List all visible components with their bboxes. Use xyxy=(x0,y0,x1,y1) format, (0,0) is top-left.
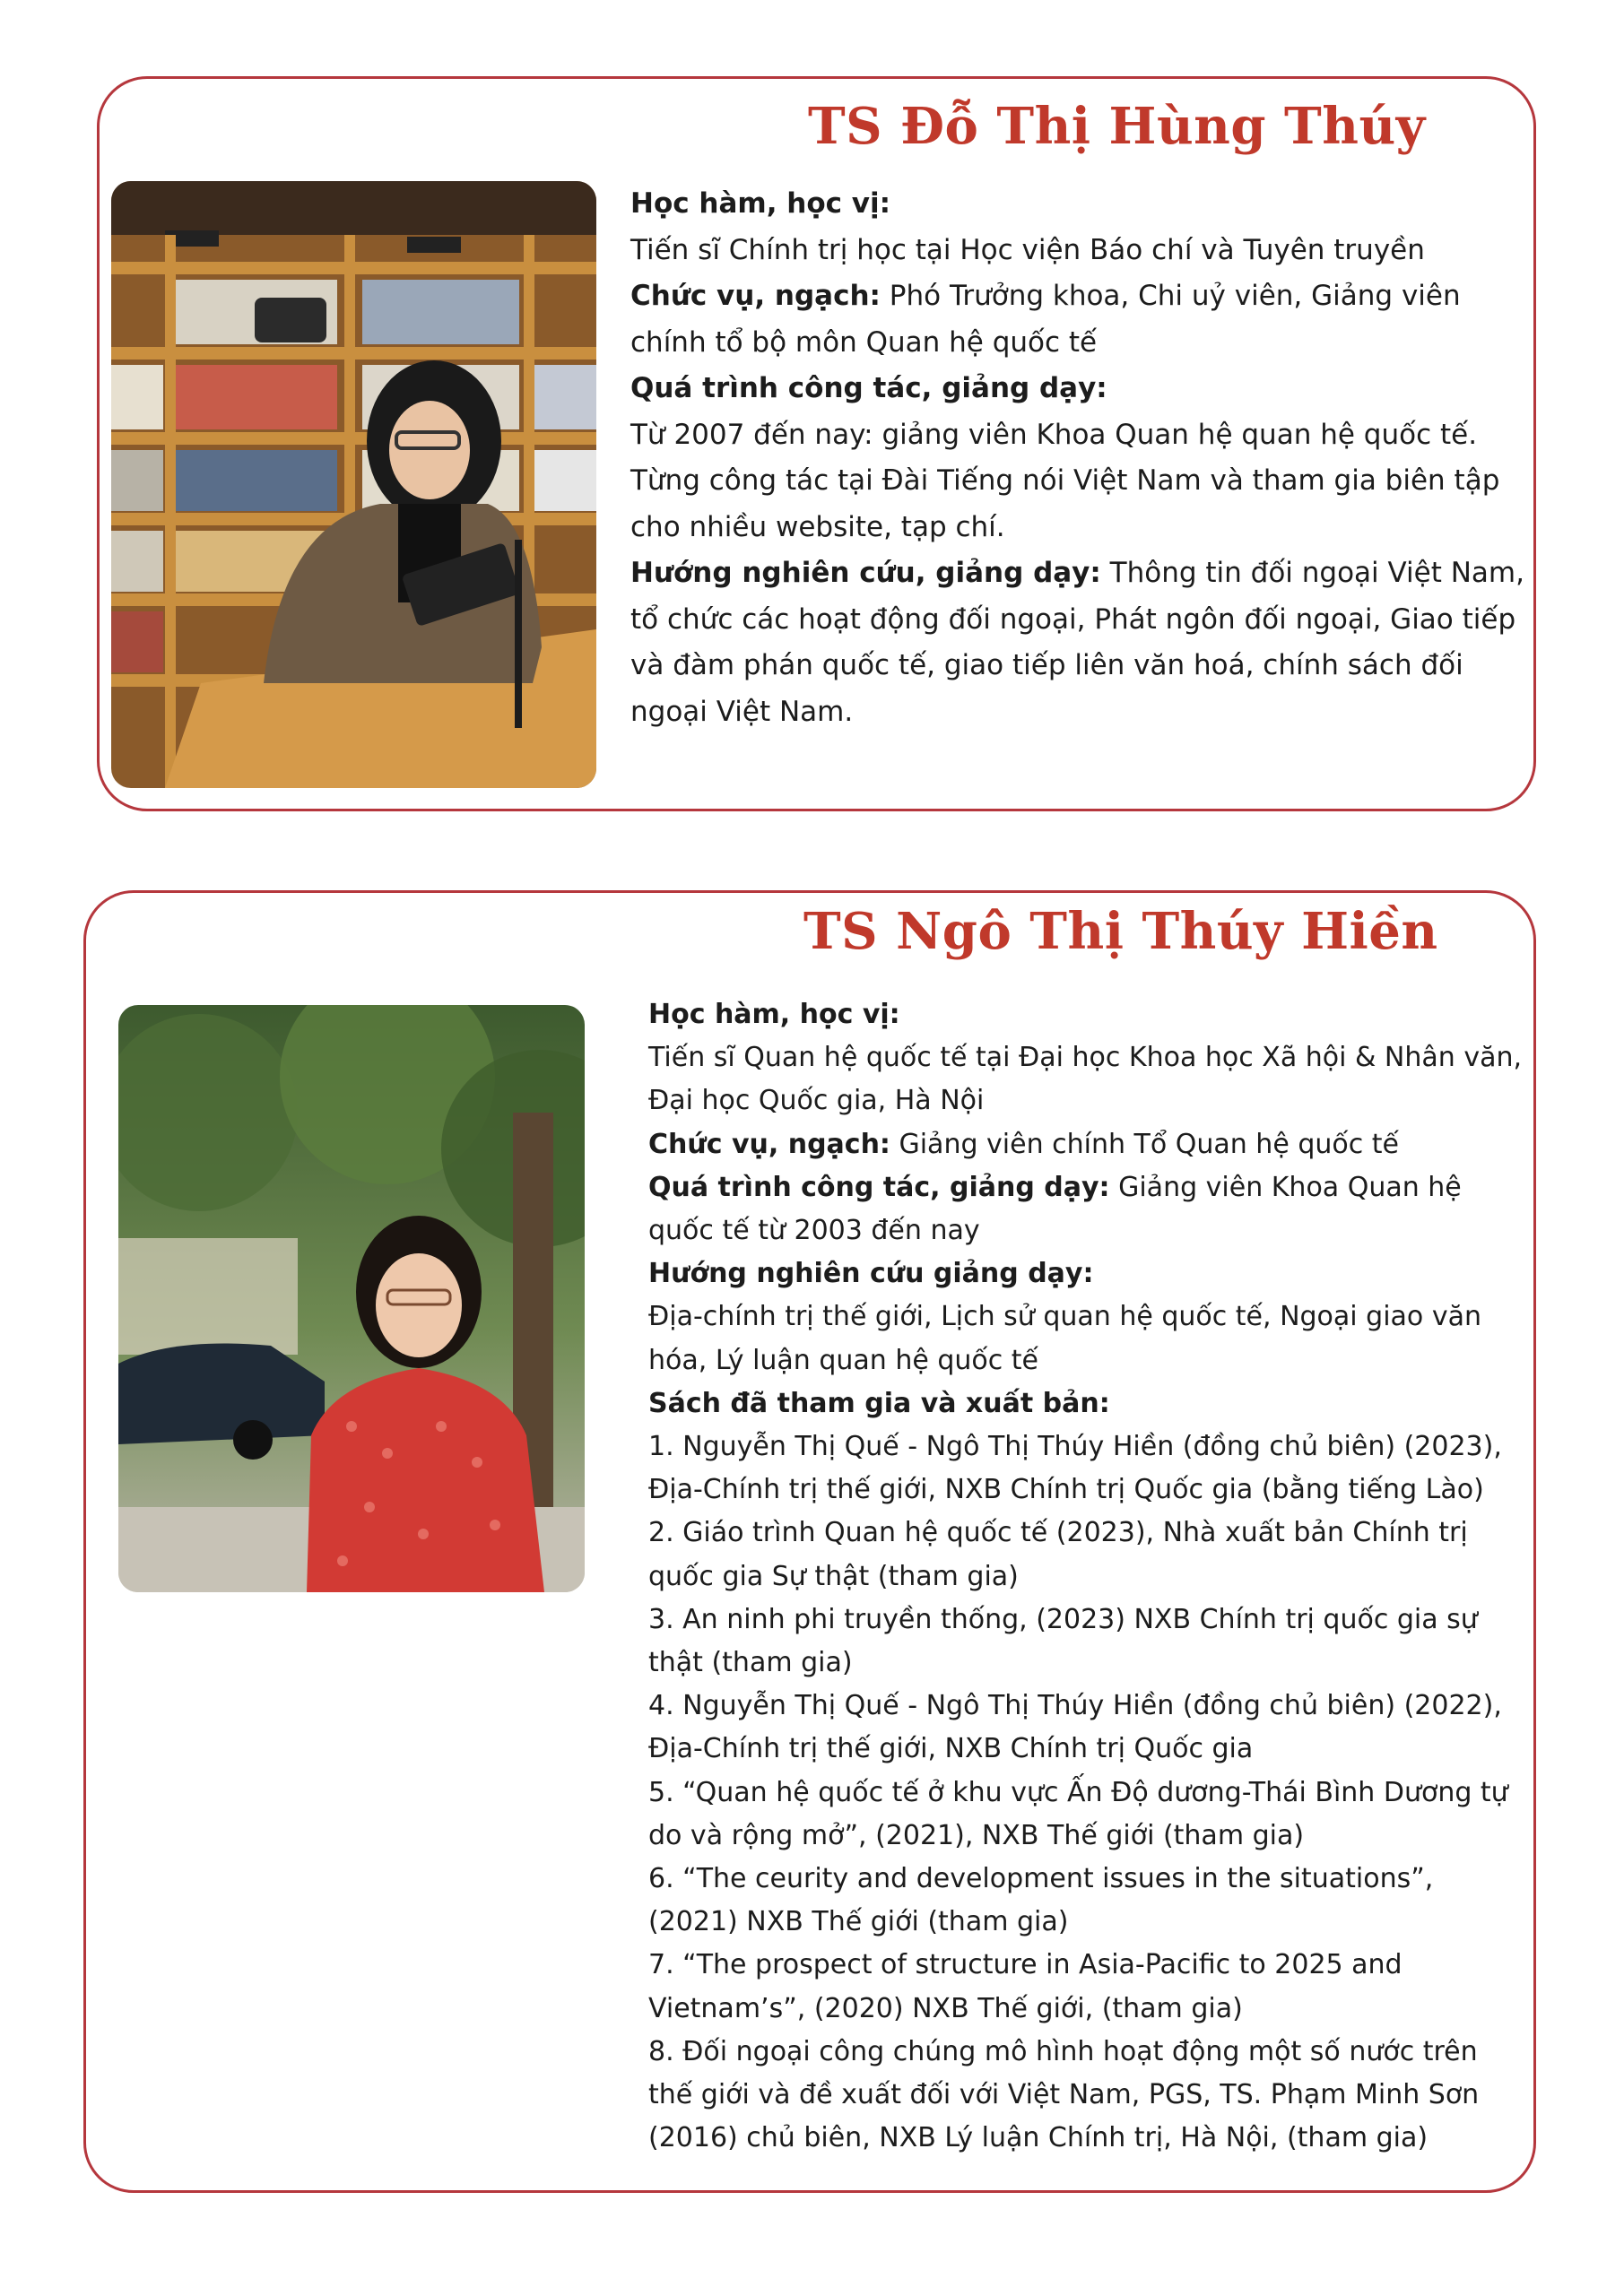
research-row xyxy=(630,550,1527,735)
career-line: Từng công tác tại Đài Tiếng nói Việt Nam và tham gia biên tập cho nhiều website, tạp chí. xyxy=(630,464,1500,543)
book-item: 8. Đối ngoại công chúng mô hình hoạt động một số nước trên thế giới và đề xuất đối với Việt Nam, PGS, TS. Phạm Minh Sơn (2016) chủ biên, NXB Lý luận Chính trị, Hà Nội, (tham gia) xyxy=(648,2035,1480,2154)
career-row xyxy=(648,1166,1527,1252)
books-heading: Sách đã tham gia và xuất bản: xyxy=(648,1387,1110,1419)
profile-card-do-thi-hung-thuy xyxy=(97,76,1536,811)
profile-name: TS Đỗ Thị Hùng Thúy xyxy=(808,97,1426,156)
position-row xyxy=(630,273,1527,366)
profile-name: TS Ngô Thị Thúy Hiền xyxy=(803,902,1438,961)
book-item: 3. An ninh phi truyền thống, (2023) NXB Chính trị quốc gia sự thật (tham gia) xyxy=(648,1603,1478,1679)
degree-text: Tiến sĩ Quan hệ quốc tế tại Đại học Khoa học Xã hội & Nhân văn, Đại học Quốc gia, Hà Nội xyxy=(648,1042,1523,1117)
position-label: Chức vụ, ngạch: xyxy=(648,1128,890,1160)
degree-heading: Học hàm, học vị: xyxy=(630,187,891,220)
career-line: Từ 2007 đến nay: giảng viên Khoa Quan hệ quan hệ quốc tế. xyxy=(630,418,1478,451)
profile-photo-outdoor xyxy=(118,1005,585,1592)
research-text: Thông tin đối ngoại Việt Nam, tổ chức các hoạt động đối ngoại, Phát ngôn đối ngoại, Giao tiếp và đàm phán quốc tế, giao tiếp liên văn hoá, chính sách đối ngoại Việt Nam. xyxy=(630,557,1524,728)
research-heading: Hướng nghiên cứu giảng dạy: xyxy=(648,1258,1094,1290)
degree-text: Tiến sĩ Chính trị học tại Học viện Báo chí và Tuyên truyền xyxy=(630,233,1425,266)
book-item: 4. Nguyễn Thị Quế - Ngô Thị Thúy Hiền (đồng chủ biên) (2022), Địa-Chính trị thế giới, NXB Chính trị Quốc gia xyxy=(648,1690,1502,1765)
career-label: Quá trình công tác, giảng dạy: xyxy=(648,1171,1110,1203)
profile-card-ngo-thi-thuy-hien xyxy=(83,890,1536,2193)
position-text: Giảng viên chính Tổ Quan hệ quốc tế xyxy=(890,1128,1399,1160)
profile-info xyxy=(630,181,1527,735)
book-item: 2. Giáo trình Quan hệ quốc tế (2023), Nhà xuất bản Chính trị quốc gia Sự thật (tham gia) xyxy=(648,1517,1468,1592)
book-item: 5. “Quan hệ quốc tế ở khu vực Ấn Độ dương-Thái Bình Dương tự do và rộng mở”, (2021), NXB Thế giới (tham gia) xyxy=(648,1776,1508,1851)
position-text: Phó Trưởng khoa, Chi uỷ viên, Giảng viên chính tổ bộ môn Quan hệ quốc tế xyxy=(630,280,1461,359)
career-text: Giảng viên Khoa Quan hệ quốc tế từ 2003 đến nay xyxy=(648,1171,1462,1247)
profile-info xyxy=(648,993,1527,2160)
research-text: Địa-chính trị thế giới, Lịch sử quan hệ quốc tế, Ngoại giao văn hóa, Lý luận quan hệ quốc tế xyxy=(648,1301,1481,1376)
profile-photo-library xyxy=(111,181,596,788)
book-item: 7. “The prospect of structure in Asia-Pacific to 2025 and Vietnam’s”, (2020) NXB Thế giới, (tham gia) xyxy=(648,1949,1403,2024)
career-heading: Quá trình công tác, giảng dạy: xyxy=(630,372,1107,404)
degree-heading: Học hàm, học vị: xyxy=(648,999,900,1030)
book-item: 6. “The ceurity and development issues in the situations”, (2021) NXB Thế giới (tham gia) xyxy=(648,1863,1434,1938)
research-label: Hướng nghiên cứu, giảng dạy: xyxy=(630,557,1101,589)
position-label: Chức vụ, ngạch: xyxy=(630,280,881,312)
book-item: 1. Nguyễn Thị Quế - Ngô Thị Thúy Hiền (đồng chủ biên) (2023), Địa-Chính trị thế giới, NXB Chính trị Quốc gia (bằng tiếng Lào) xyxy=(648,1431,1502,1506)
position-row xyxy=(648,1123,1527,1166)
